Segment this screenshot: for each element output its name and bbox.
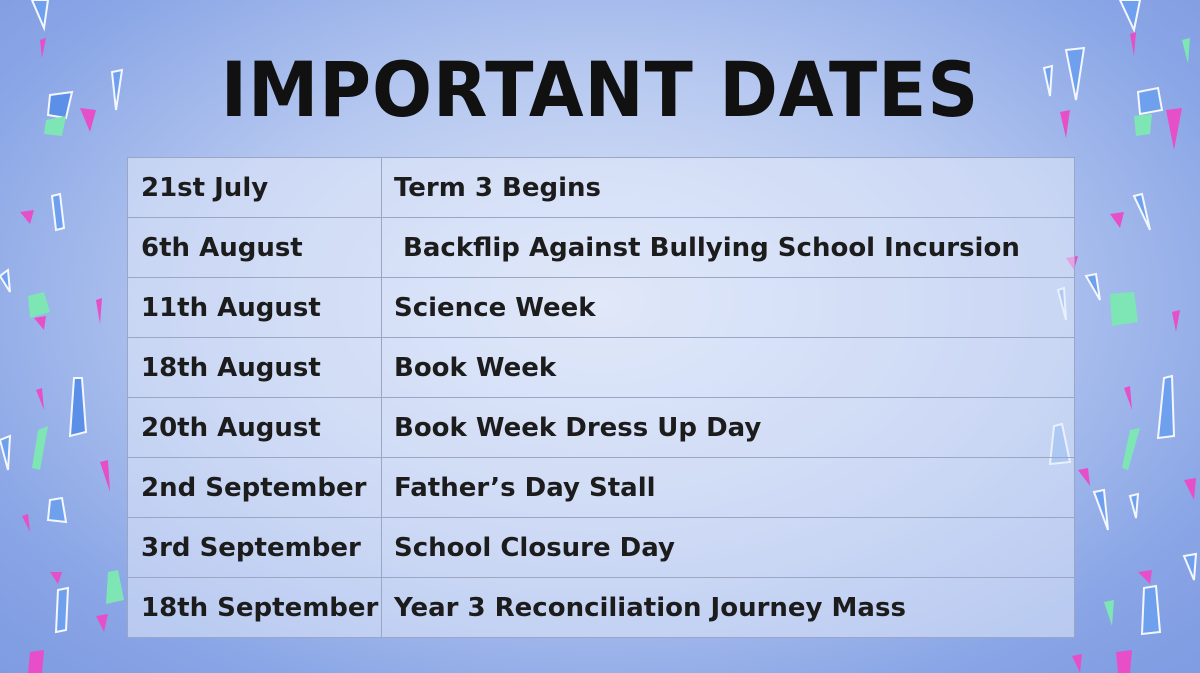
event-cell: Science Week bbox=[382, 278, 1075, 338]
event-cell: Book Week Dress Up Day bbox=[382, 398, 1075, 458]
event-cell: Term 3 Begins bbox=[382, 158, 1075, 218]
date-cell: 3rd September bbox=[128, 518, 382, 578]
date-cell: 2nd September bbox=[128, 458, 382, 518]
dates-table bbox=[127, 157, 1075, 638]
table-row bbox=[128, 518, 1075, 578]
date-cell: 18th September bbox=[128, 578, 382, 638]
event-cell: Book Week bbox=[382, 338, 1075, 398]
event-cell: Year 3 Reconciliation Journey Mass bbox=[382, 578, 1075, 638]
date-cell: 6th August bbox=[128, 218, 382, 278]
date-cell: 20th August bbox=[128, 398, 382, 458]
table-row bbox=[128, 398, 1075, 458]
page-title: IMPORTANT DATES bbox=[220, 45, 980, 134]
date-cell: 21st July bbox=[128, 158, 382, 218]
table-row bbox=[128, 218, 1075, 278]
table-row bbox=[128, 578, 1075, 638]
date-cell: 11th August bbox=[128, 278, 382, 338]
table-row bbox=[128, 278, 1075, 338]
table-row bbox=[128, 338, 1075, 398]
event-cell: Father’s Day Stall bbox=[382, 458, 1075, 518]
date-cell: 18th August bbox=[128, 338, 382, 398]
table-row bbox=[128, 158, 1075, 218]
event-cell: School Closure Day bbox=[382, 518, 1075, 578]
table-row bbox=[128, 458, 1075, 518]
event-cell: Backflip Against Bullying School Incursion bbox=[382, 218, 1075, 278]
